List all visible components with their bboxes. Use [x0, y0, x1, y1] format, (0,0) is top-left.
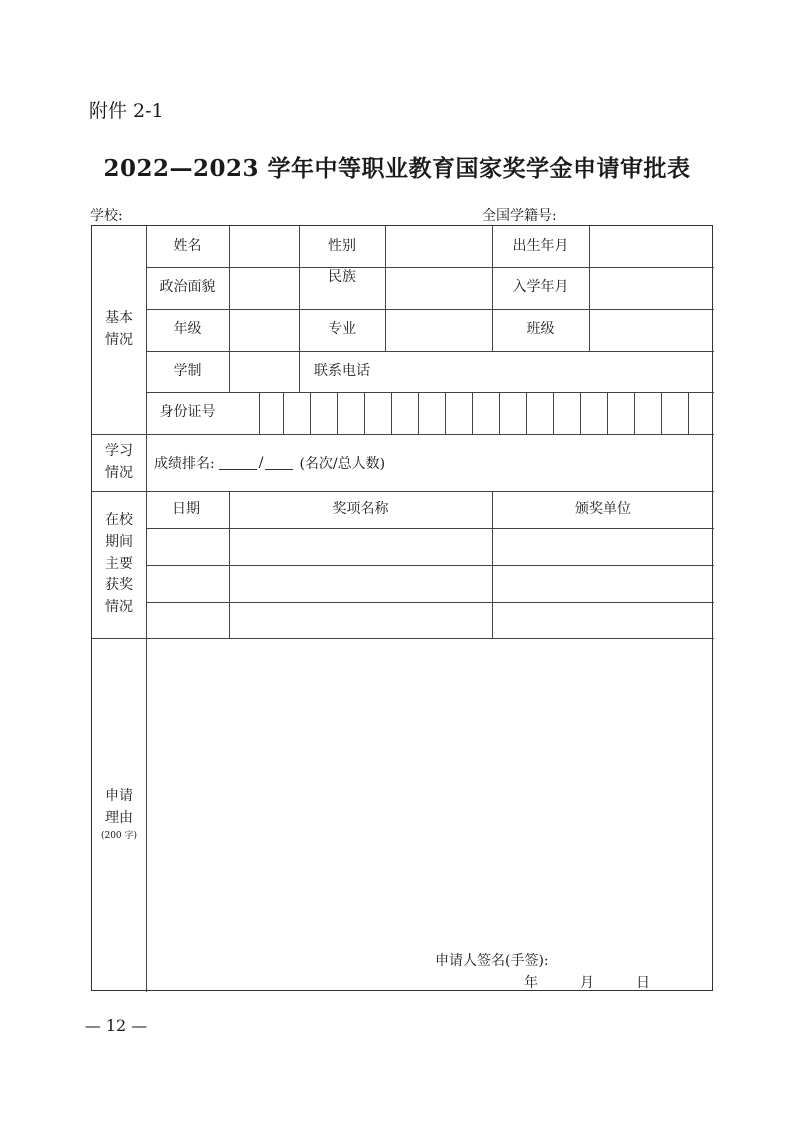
rank-label: 成绩排名:	[154, 455, 215, 472]
gender-field[interactable]	[385, 226, 492, 267]
section-study-info-label: 学习情况	[105, 442, 133, 481]
rank-total-field[interactable]	[265, 455, 293, 470]
political-label: 政治面貌	[159, 279, 216, 296]
name-field[interactable]	[229, 226, 299, 267]
awards-col-issuer: 颁奖单位	[575, 500, 631, 517]
class-label: 班级	[526, 321, 555, 338]
page-number: — 12 —	[84, 1016, 148, 1035]
awards-row[interactable]	[146, 528, 714, 565]
class-field[interactable]	[589, 309, 714, 351]
name-label: 姓名	[173, 237, 202, 254]
ethnicity-field[interactable]	[385, 267, 492, 309]
id-card-field[interactable]	[229, 392, 714, 434]
section-basic-info-label: 基本情况	[105, 310, 133, 348]
phone-field[interactable]	[385, 351, 714, 392]
day-label: 日	[636, 975, 650, 991]
awards-row[interactable]	[146, 602, 714, 638]
section-reason	[92, 638, 146, 992]
enroll-field[interactable]	[589, 267, 714, 309]
rank-slash: /	[258, 454, 264, 471]
birth-field[interactable]	[589, 226, 714, 267]
phone-label: 联系电话	[314, 362, 370, 379]
year-label: 年	[524, 975, 538, 991]
gender-label: 性别	[328, 237, 356, 254]
word-limit-note: (200 字)	[100, 830, 138, 841]
id-card-label: 身份证号	[159, 404, 216, 421]
enroll-label: 入学年月	[512, 279, 569, 296]
application-form-table	[91, 225, 713, 991]
attachment-label: 附件 2-1	[89, 100, 164, 122]
rank-row	[154, 434, 385, 491]
signature-label: 申请人签名(手签):	[435, 953, 549, 969]
section-basic-info	[92, 226, 146, 434]
section-awards-label: 在校期间主要获奖情况	[105, 512, 133, 616]
schooling-field[interactable]	[229, 351, 299, 392]
month-label: 月	[580, 975, 594, 991]
rank-position-field[interactable]	[219, 455, 257, 470]
awards-row[interactable]	[146, 565, 714, 602]
awards-col-name: 奖项名称	[332, 500, 389, 517]
grade-field[interactable]	[229, 309, 299, 351]
school-label: 学校:	[90, 208, 123, 224]
form-title: 2022—2023 学年中等职业教育国家奖学金申请审批表	[103, 155, 691, 182]
ethnicity-label: 民族	[328, 269, 356, 286]
birth-label: 出生年月	[512, 237, 569, 254]
reason-textarea[interactable]	[146, 638, 714, 938]
major-field[interactable]	[385, 309, 492, 351]
awards-col-date: 日期	[172, 500, 200, 517]
rank-hint: (名次/总人数)	[299, 455, 386, 472]
grade-label: 年级	[173, 321, 202, 338]
section-reason-label: 申请理由	[105, 788, 133, 827]
political-field[interactable]	[229, 267, 299, 309]
schooling-label: 学制	[173, 362, 202, 379]
section-awards	[92, 491, 146, 638]
major-label: 专业	[328, 321, 356, 338]
student-id-label: 全国学籍号:	[482, 208, 557, 224]
section-study-info	[92, 434, 146, 491]
